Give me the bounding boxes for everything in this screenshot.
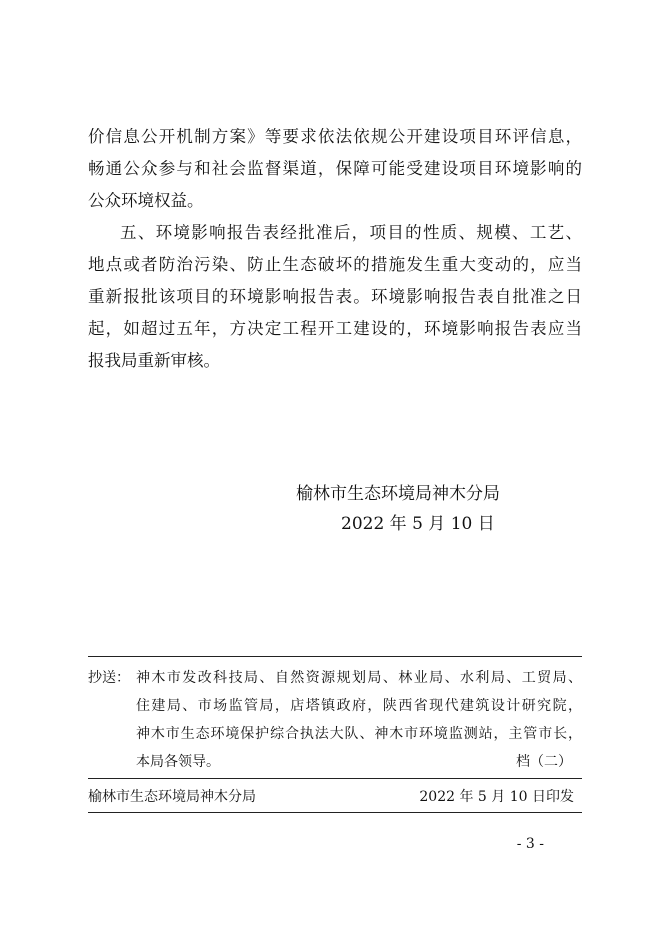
body-line: 重新报批该项目的环境影响报告表。环境影响报告表自批准之日	[88, 287, 582, 306]
copies-count: 档（二）	[516, 754, 572, 770]
body-text	[88, 121, 582, 377]
cc-bottom-divider	[88, 778, 582, 779]
issue-footer	[88, 783, 582, 811]
body-line: 价信息公开机制方案》等要求依法依规公开建设项目环评信息，	[88, 127, 582, 146]
cc-top-divider	[88, 656, 582, 657]
body-line: 畅通公众参与和社会监督渠道，保障可能受建设项目环境影响的	[88, 159, 582, 178]
cc-line: 神木市生态环境保护综合执法大队、神木市环境监测站，主管市长，	[136, 726, 582, 742]
body-line: 报我局重新审核。	[88, 351, 220, 370]
cc-line: 本局各领导。	[136, 754, 220, 770]
cc-block	[88, 664, 582, 776]
footer-bottom-divider	[88, 812, 582, 813]
body-line: 五、环境影响报告表经批准后，项目的性质、规模、工艺、	[120, 223, 582, 242]
footer-print-date: 2022 年 5 月 10 日印发	[419, 789, 574, 805]
body-line: 公众环境权益。	[88, 191, 204, 210]
footer-issuer: 榆林市生态环境局神木分局	[88, 789, 256, 805]
cc-line: 神木市发改科技局、自然资源规划局、林业局、水利局、工贸局、	[136, 670, 582, 686]
signature-organization: 榆林市生态环境局神木分局	[296, 484, 500, 504]
body-line: 起，如超过五年，方决定工程开工建设的，环境影响报告表应当	[88, 319, 582, 338]
page-number: - 3 -	[516, 836, 544, 852]
cc-label: 抄送：	[88, 670, 130, 686]
body-line: 地点或者防治污染、防止生态破坏的措施发生重大变动的，应当	[88, 255, 582, 274]
signature-date: 2022 年 5 月 10 日	[341, 514, 495, 534]
cc-line: 住建局、市场监管局，店塔镇政府，陕西省现代建筑设计研究院，	[136, 698, 582, 714]
